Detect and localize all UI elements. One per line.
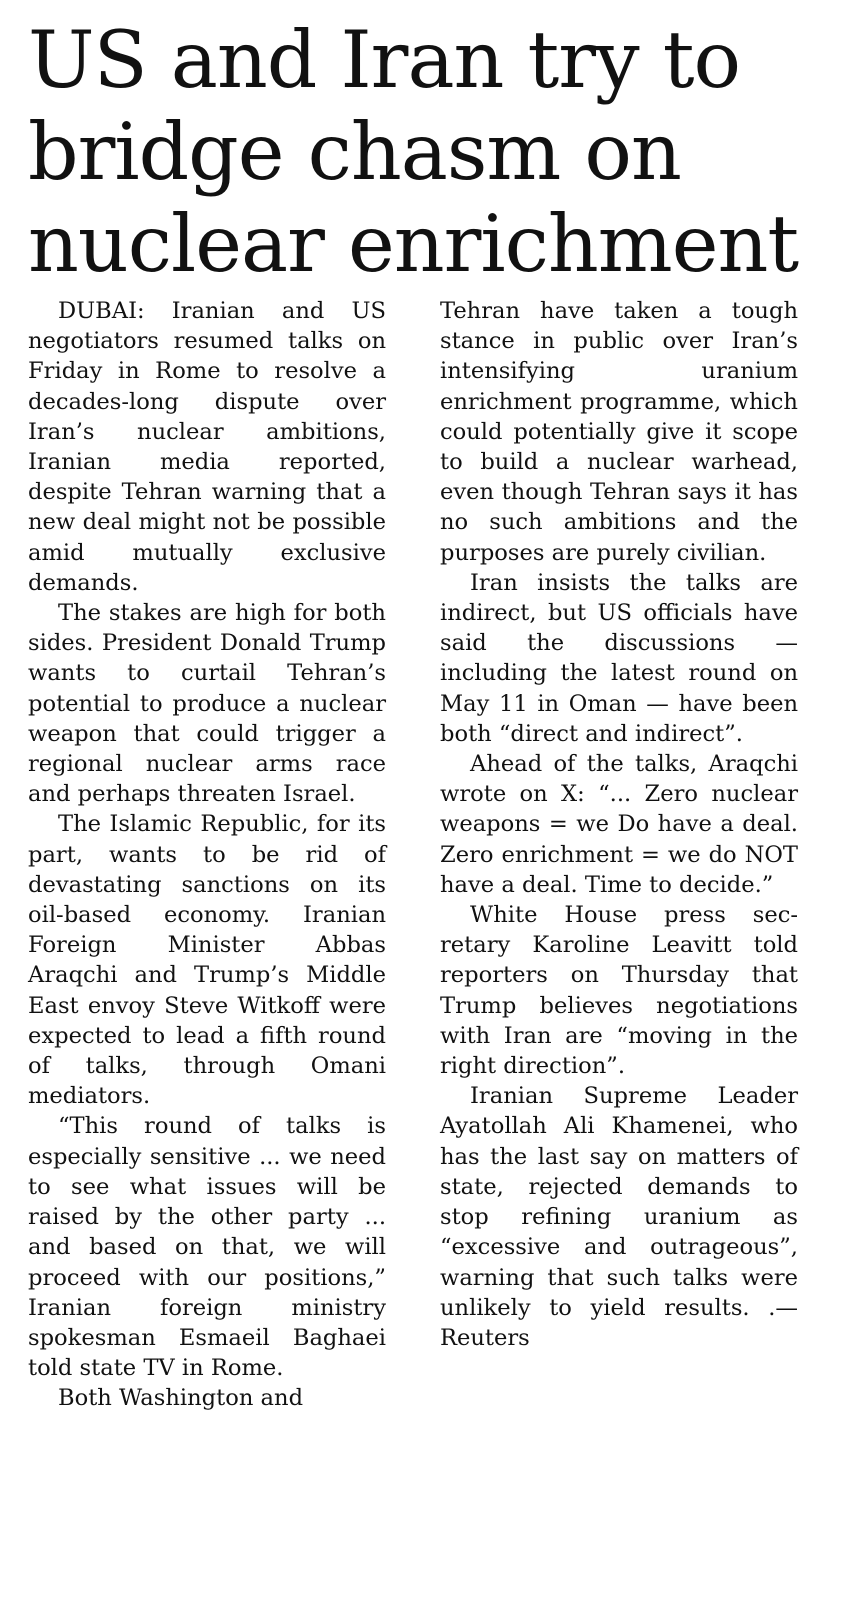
right-column: [440, 296, 798, 1414]
headline-line-3: nuclear enrichment: [28, 198, 799, 290]
paragraph-washington-start: Both Washington and: [58, 1385, 304, 1412]
paragraph-white-house: White House press secretary Karoline Leavitt told reporters on Thursday that Trump believes negotiations with Iran are “moving in the right direction”.: [440, 902, 798, 1080]
headline-line-2: bridge chasm on: [28, 106, 681, 198]
paragraph-khamenei: Iranian Supreme Leader Ayatollah Ali Khamenei, who has the last say on matters of state, rejected demands to stop refining uranium as “excessive and outrageous”, warning that such talks were unlikely to yield results. .—Reuters: [440, 1083, 798, 1351]
left-column: [28, 296, 386, 1414]
paragraph-indirect-talks: Iran insists the talks are indirect, but US officials have said the discussions — including the latest round on May 11 in Oman — have been both “direct and indirect”.: [440, 569, 798, 747]
headline: [28, 14, 802, 290]
paragraph-islamic-republic: The Islamic Republic, for its part, wants to be rid of devastating sanctions on its oil-based economy. Iranian Foreign Minister Abbas Araqchi and Trump’s Middle East envoy Steve Witkoff were expected to lead a fifth round of talks, through Omani mediators.: [28, 811, 386, 1110]
paragraph-baghaei-quote: “This round of talks is especially sensitive ... we need to see what issues will be raised by the other party ... and based on that, we will proceed with our positions,” Iranian foreign ministry spokesman Esmaeil Baghaei told state TV in Rome.: [28, 1113, 386, 1382]
headline-line-1: US and Iran try to: [28, 14, 741, 106]
paragraph-stakes: The stakes are high for both sides. President Donald Trump wants to curtail Tehran’s potential to produce a nuclear weapon that could trigger a regional nuclear arms race and perhaps threaten Israel.: [28, 600, 386, 808]
article-body: [28, 296, 798, 1414]
paragraph-araqchi-post: Ahead of the talks, Araqchi wrote on X: “... Zero nuclear weapons = we Do have a deal. Zero enrichment = we do NOT have a deal. Time to decide.”: [440, 751, 798, 898]
paragraph-washington-continued: Tehran have taken a tough stance in public over Iran’s intensifying uranium enrichment programme, which could potentially give it scope to build a nuclear warhead, even though Tehran says it has no such ambitions and the purposes are purely civilian.: [440, 298, 798, 566]
paragraph-dateline: DUBAI: Iranian and US negotiators resumed talks on Friday in Rome to resolve a decades-long dispute over Iran’s nuclear ambitions, Iranian media reported, despite Tehran warning that a new deal might not be possible amid mutually exclusive demands.: [28, 298, 386, 596]
